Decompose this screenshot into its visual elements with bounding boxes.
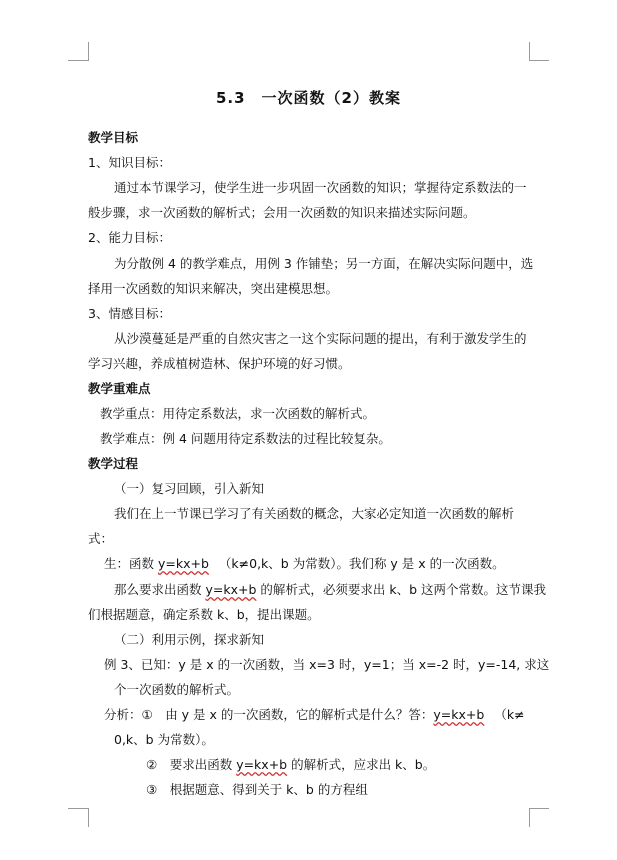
knowledge-goal-label: 1、知识目标： — [88, 155, 171, 170]
ask-line-2: 们根据题意，确定系数 k、b，提出课题。 — [88, 607, 320, 622]
emotion-goal-line-1: 从沙漠蔓延是严重的自然灾害之一这个实际问题的提出，有利于激发学生的 — [114, 331, 527, 346]
ask-suffix: 的解析式，必须要求出 k、b 这两个常数。这节课我 — [256, 582, 547, 597]
ask-line-1 — [114, 582, 546, 598]
student-answer-formula: y=kx+b — [157, 556, 209, 571]
analysis-prefix: 分析：① 由 y 是 x 的一次函数，它的解析式是什么？答： — [104, 707, 434, 722]
teaching-key-point: 教学重点：用待定系数法，求一次函数的解析式。 — [100, 406, 376, 421]
analysis-line-2: 0,k、b 为常数）。 — [114, 732, 214, 747]
step2-suffix: 的解析式，应求出 k、b。 — [287, 757, 436, 772]
part1-title: （一）复习回顾，引入新知 — [114, 481, 265, 496]
analysis-line-1 — [104, 707, 525, 723]
emotion-goal-label: 3、情感目标： — [88, 306, 171, 321]
analysis-suffix: （k≠ — [494, 707, 525, 722]
ask-prefix: 那么要求出函数 — [114, 582, 206, 597]
analysis-step-2 — [146, 757, 435, 773]
step2-formula: y=kx+b — [236, 757, 288, 772]
analysis-formula: y=kx+b — [433, 707, 485, 722]
part1-line-1: 我们在上一节课已学习了有关函数的概念，大家必定知道一次函数的解析 — [114, 506, 515, 521]
student-answer-line — [104, 556, 505, 572]
analysis-step-3: ③ 根据题意、得到关于 k、b 的方程组 — [146, 782, 368, 797]
document-title: 5.3 一次函数（2）教案 — [215, 89, 401, 107]
student-answer-prefix: 生：函数 — [104, 556, 158, 571]
ask-formula: y=kx+b — [205, 582, 257, 597]
example3-line-2: 个一次函数的解析式。 — [114, 682, 240, 697]
part1-line-2: 式： — [88, 531, 114, 546]
step2-prefix: ② 要求出函数 — [146, 757, 237, 772]
knowledge-goal-line-2: 般步骤，求一次函数的解析式；会用一次函数的知识来描述实际问题。 — [88, 205, 476, 220]
emotion-goal-line-2: 学习兴趣，养成植树造林、保护环境的好习惯。 — [88, 356, 351, 371]
part2-title: （二）利用示例，探求新知 — [114, 632, 265, 647]
example3-line-1: 例 3、已知：y 是 x 的一次函数，当 x=3 时，y=1；当 x=-2 时，y=-14, 求这 — [104, 657, 550, 672]
teaching-difficulty: 教学难点：例 4 问题用待定系数法的过程比较复杂。 — [100, 431, 391, 446]
ability-goal-label: 2、能力目标： — [88, 230, 171, 245]
process-heading: 教学过程 — [88, 456, 139, 471]
ability-goal-line-2: 择用一次函数的知识来解决，突出建模思想。 — [88, 281, 339, 296]
key-points-heading: 教学重难点 — [88, 381, 151, 396]
goals-heading: 教学目标 — [88, 130, 139, 145]
knowledge-goal-line-1: 通过本节课学习，使学生进一步巩固一次函数的知识；掌握待定系数法的一 — [114, 180, 527, 195]
student-answer-suffix: （k≠0,k、b 为常数）。我们称 y 是 x 的一次函数。 — [218, 556, 505, 571]
ability-goal-line-1: 为分散例 4 的教学难点，用例 3 作铺垫；另一方面，在解决实际问题中，选 — [114, 256, 534, 271]
